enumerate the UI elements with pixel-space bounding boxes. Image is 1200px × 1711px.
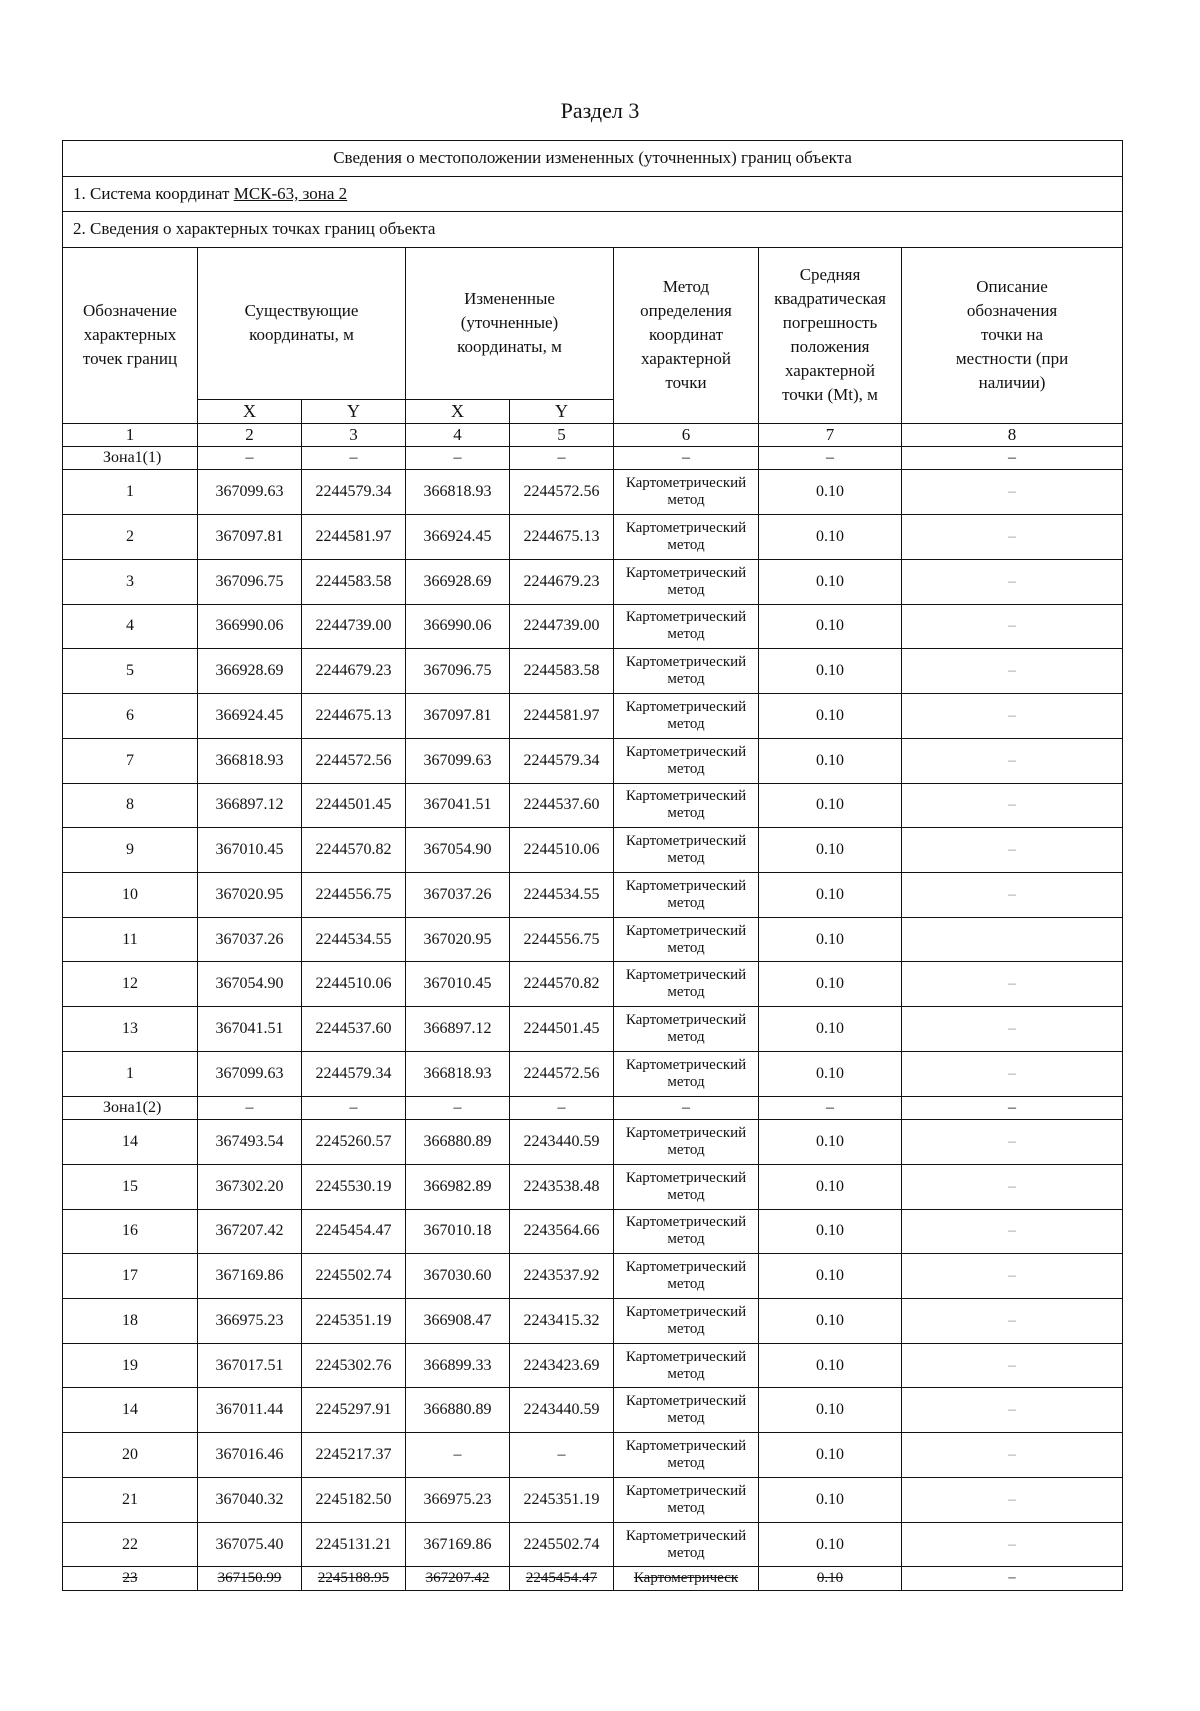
col-header-error-text: Средняя квадратическая погрешность положения характерной точки (Mt), м — [774, 265, 886, 405]
zone-dash: – — [759, 447, 902, 470]
changed-y: 2244579.34 — [510, 738, 614, 783]
method: Картометрический метод — [614, 1433, 759, 1478]
coord-system-value: МСК-63, зона 2 — [233, 183, 348, 203]
changed-y: 2244675.13 — [510, 515, 614, 560]
zone-dash: – — [302, 447, 406, 470]
existing-x: 367207.42 — [198, 1209, 302, 1254]
existing-x: 366818.93 — [198, 738, 302, 783]
column-number: 8 — [902, 423, 1123, 446]
existing-x: 367169.86 — [198, 1254, 302, 1299]
method: Картометрический метод — [614, 1477, 759, 1522]
changed-y: 2244501.45 — [510, 1007, 614, 1052]
existing-y: 2244581.97 — [302, 515, 406, 560]
changed-x: 367041.51 — [406, 783, 510, 828]
zone-dash: – — [614, 1096, 759, 1119]
table-row — [63, 1388, 1123, 1433]
existing-y: 2244534.55 — [302, 917, 406, 962]
method: Картометрический метод — [614, 1164, 759, 1209]
existing-y: 2244579.34 — [302, 470, 406, 515]
changed-x: 366899.33 — [406, 1343, 510, 1388]
table-row — [63, 604, 1123, 649]
col-header-description: Описание обозначения точки на местности (при наличии) — [902, 247, 1123, 423]
error-value: 0.10 — [759, 1007, 902, 1052]
method: Картометрический метод — [614, 1343, 759, 1388]
zone-dash: – — [406, 1096, 510, 1119]
changed-y: 2243564.66 — [510, 1209, 614, 1254]
table-row — [63, 649, 1123, 694]
changed-x: 367010.18 — [406, 1209, 510, 1254]
point-id: 3 — [63, 559, 198, 604]
point-id: 14 — [63, 1388, 198, 1433]
point-id: 12 — [63, 962, 198, 1007]
existing-y: 2244739.00 — [302, 604, 406, 649]
column-number: 3 — [302, 423, 406, 446]
description: – — [902, 1343, 1123, 1388]
existing-y: 2244501.45 — [302, 783, 406, 828]
method: Картометрический метод — [614, 694, 759, 739]
error-value: 0.10 — [759, 917, 902, 962]
coord-system-prefix: 1. Система координат — [73, 183, 234, 203]
changed-x: 366990.06 — [406, 604, 510, 649]
point-id: 5 — [63, 649, 198, 694]
table-row-cut — [63, 1567, 1123, 1591]
error-value: 0.10 — [759, 1433, 902, 1478]
changed-y: 2245454.47 — [510, 1567, 614, 1591]
description: – — [902, 1051, 1123, 1096]
existing-y: 2244556.75 — [302, 872, 406, 917]
method: Картометрический метод — [614, 872, 759, 917]
error-value: 0.10 — [759, 783, 902, 828]
changed-x: 366880.89 — [406, 1120, 510, 1165]
existing-x: 367020.95 — [198, 872, 302, 917]
description: – — [902, 1298, 1123, 1343]
zone-label: Зона1(2) — [63, 1096, 198, 1119]
error-value: 0.10 — [759, 1477, 902, 1522]
point-id: 17 — [63, 1254, 198, 1299]
existing-y: 2245302.76 — [302, 1343, 406, 1388]
table-row — [63, 1298, 1123, 1343]
existing-x: 367011.44 — [198, 1388, 302, 1433]
description: – — [902, 783, 1123, 828]
existing-y: 2245530.19 — [302, 1164, 406, 1209]
changed-x: 366982.89 — [406, 1164, 510, 1209]
existing-x: 367040.32 — [198, 1477, 302, 1522]
table-row — [63, 1343, 1123, 1388]
method: Картометрический метод — [614, 649, 759, 694]
changed-y: 2243538.48 — [510, 1164, 614, 1209]
column-numbers-row — [63, 423, 1123, 446]
changed-x: 367054.90 — [406, 828, 510, 873]
col-header-changed: Измененные (уточненные) координаты, м — [406, 247, 614, 400]
description: – — [902, 1120, 1123, 1165]
point-id: 13 — [63, 1007, 198, 1052]
zone-dash: – — [902, 447, 1123, 470]
error-value: 0.10 — [759, 470, 902, 515]
existing-y: 2245260.57 — [302, 1120, 406, 1165]
changed-y: 2244679.23 — [510, 559, 614, 604]
table-row — [63, 962, 1123, 1007]
description: – — [902, 1433, 1123, 1478]
zone-dash: – — [510, 447, 614, 470]
coord-system — [63, 176, 1123, 212]
changed-y: 2244581.97 — [510, 694, 614, 739]
changed-y: 2243440.59 — [510, 1388, 614, 1433]
existing-x: 367016.46 — [198, 1433, 302, 1478]
table-row — [63, 1164, 1123, 1209]
changed-x: 366975.23 — [406, 1477, 510, 1522]
point-id: 6 — [63, 694, 198, 739]
method: Картометрическ — [614, 1567, 759, 1591]
zone-dash: – — [302, 1096, 406, 1119]
existing-x: 367099.63 — [198, 1051, 302, 1096]
col-header-error — [759, 247, 902, 423]
section-heading: Сведения о местоположении измененных (уточненных) границ объекта — [63, 141, 1123, 177]
method: Картометрический метод — [614, 1522, 759, 1567]
changed-x: 366908.47 — [406, 1298, 510, 1343]
point-id: 2 — [63, 515, 198, 560]
table-row — [63, 738, 1123, 783]
changed-y: – — [510, 1433, 614, 1478]
point-id: 16 — [63, 1209, 198, 1254]
existing-y: 2244537.60 — [302, 1007, 406, 1052]
description: – — [902, 1209, 1123, 1254]
table-row — [63, 1477, 1123, 1522]
existing-y: 2245217.37 — [302, 1433, 406, 1478]
description: – — [902, 1388, 1123, 1433]
existing-x: 367017.51 — [198, 1343, 302, 1388]
method: Картометрический метод — [614, 1051, 759, 1096]
table-row — [63, 694, 1123, 739]
error-value: 0.10 — [759, 738, 902, 783]
changed-y: 2244537.60 — [510, 783, 614, 828]
existing-y: 2244583.58 — [302, 559, 406, 604]
table-row — [63, 828, 1123, 873]
existing-x: 366928.69 — [198, 649, 302, 694]
existing-y: 2245297.91 — [302, 1388, 406, 1433]
table-row — [63, 1120, 1123, 1165]
existing-x: 367041.51 — [198, 1007, 302, 1052]
existing-x: 366990.06 — [198, 604, 302, 649]
method: Картометрический метод — [614, 1209, 759, 1254]
col-header-method: Метод определения координат характерной точки — [614, 247, 759, 423]
point-id: 8 — [63, 783, 198, 828]
column-number: 5 — [510, 423, 614, 446]
point-id: 14 — [63, 1120, 198, 1165]
existing-y: 2245351.19 — [302, 1298, 406, 1343]
description: – — [902, 1522, 1123, 1567]
changed-x: 366818.93 — [406, 1051, 510, 1096]
point-id: 11 — [63, 917, 198, 962]
existing-x: 367054.90 — [198, 962, 302, 1007]
existing-x: 366924.45 — [198, 694, 302, 739]
method: Картометрический метод — [614, 828, 759, 873]
error-value: 0.10 — [759, 1120, 902, 1165]
changed-y: 2244572.56 — [510, 1051, 614, 1096]
point-id: 23 — [63, 1567, 198, 1591]
table-row — [63, 872, 1123, 917]
error-value: 0.10 — [759, 1051, 902, 1096]
changed-y: 2244572.56 — [510, 470, 614, 515]
error-value: 0.10 — [759, 694, 902, 739]
existing-x: 367150.99 — [198, 1567, 302, 1591]
zone-dash: – — [510, 1096, 614, 1119]
changed-y: 2245502.74 — [510, 1522, 614, 1567]
error-value: 0.10 — [759, 1388, 902, 1433]
table-row — [63, 783, 1123, 828]
table-row — [63, 1522, 1123, 1567]
changed-y: 2245351.19 — [510, 1477, 614, 1522]
changed-x: 367010.45 — [406, 962, 510, 1007]
col-header-y-existing: Y — [302, 400, 406, 423]
method: Картометрический метод — [614, 1388, 759, 1433]
point-id: 7 — [63, 738, 198, 783]
changed-x: 366818.93 — [406, 470, 510, 515]
description: – — [902, 604, 1123, 649]
column-number: 4 — [406, 423, 510, 446]
zone-label: Зона1(1) — [63, 447, 198, 470]
existing-y: 2244679.23 — [302, 649, 406, 694]
changed-x: 367207.42 — [406, 1567, 510, 1591]
changed-x: 367169.86 — [406, 1522, 510, 1567]
method: Картометрический метод — [614, 604, 759, 649]
table-row — [63, 470, 1123, 515]
description: – — [902, 1164, 1123, 1209]
changed-y: 2244556.75 — [510, 917, 614, 962]
point-id: 1 — [63, 1051, 198, 1096]
zone-dash: – — [902, 1096, 1123, 1119]
changed-x: 367037.26 — [406, 872, 510, 917]
description: – — [902, 649, 1123, 694]
description: – — [902, 962, 1123, 1007]
point-id: 22 — [63, 1522, 198, 1567]
zone-dash: – — [198, 1096, 302, 1119]
changed-y: 2243423.69 — [510, 1343, 614, 1388]
method: Картометрический метод — [614, 1120, 759, 1165]
existing-y: 2245502.74 — [302, 1254, 406, 1299]
error-value: 0.10 — [759, 559, 902, 604]
table-row — [63, 917, 1123, 962]
method: Картометрический метод — [614, 962, 759, 1007]
description: – — [902, 1567, 1123, 1591]
changed-x: 367096.75 — [406, 649, 510, 694]
error-value: 0.10 — [759, 962, 902, 1007]
changed-y: 2244534.55 — [510, 872, 614, 917]
description: – — [902, 1477, 1123, 1522]
method: Картометрический метод — [614, 559, 759, 604]
method: Картометрический метод — [614, 783, 759, 828]
boundary-points-table — [62, 140, 1123, 1591]
changed-x: 366880.89 — [406, 1388, 510, 1433]
error-value: 0.10 — [759, 872, 902, 917]
table-row — [63, 1433, 1123, 1478]
changed-x: 366924.45 — [406, 515, 510, 560]
description: – — [902, 515, 1123, 560]
description — [902, 917, 1123, 962]
points-heading: 2. Сведения о характерных точках границ объекта — [63, 212, 1123, 248]
error-value: 0.10 — [759, 1254, 902, 1299]
table-row — [63, 559, 1123, 604]
existing-x: 367010.45 — [198, 828, 302, 873]
zone-row — [63, 1096, 1123, 1119]
method: Картометрический метод — [614, 1007, 759, 1052]
changed-x: 367099.63 — [406, 738, 510, 783]
col-header-y-changed: Y — [510, 400, 614, 423]
point-id: 19 — [63, 1343, 198, 1388]
changed-y: 2244570.82 — [510, 962, 614, 1007]
existing-x: 367097.81 — [198, 515, 302, 560]
error-value: 0.10 — [759, 1209, 902, 1254]
changed-y: 2243440.59 — [510, 1120, 614, 1165]
method: Картометрический метод — [614, 1254, 759, 1299]
point-id: 18 — [63, 1298, 198, 1343]
table-row — [63, 1051, 1123, 1096]
column-number: 2 — [198, 423, 302, 446]
description: – — [902, 1007, 1123, 1052]
changed-x: 367030.60 — [406, 1254, 510, 1299]
point-id: 10 — [63, 872, 198, 917]
existing-y: 2244570.82 — [302, 828, 406, 873]
col-header-x-existing: X — [198, 400, 302, 423]
description: – — [902, 694, 1123, 739]
column-number: 7 — [759, 423, 902, 446]
existing-y: 2245454.47 — [302, 1209, 406, 1254]
changed-x: – — [406, 1433, 510, 1478]
zone-dash: – — [614, 447, 759, 470]
error-value: 0.10 — [759, 828, 902, 873]
error-value: 0.10 — [759, 1298, 902, 1343]
point-id: 1 — [63, 470, 198, 515]
existing-x: 366897.12 — [198, 783, 302, 828]
method: Картометрический метод — [614, 1298, 759, 1343]
changed-y: 2244510.06 — [510, 828, 614, 873]
error-value: 0.10 — [759, 649, 902, 694]
description: – — [902, 559, 1123, 604]
zone-dash: – — [198, 447, 302, 470]
description: – — [902, 470, 1123, 515]
method: Картометрический метод — [614, 917, 759, 962]
error-value: 0.10 — [759, 1343, 902, 1388]
existing-x: 367099.63 — [198, 470, 302, 515]
point-id: 15 — [63, 1164, 198, 1209]
point-id: 9 — [63, 828, 198, 873]
existing-x: 367493.54 — [198, 1120, 302, 1165]
method: Картометрический метод — [614, 738, 759, 783]
zone-dash: – — [759, 1096, 902, 1119]
error-value: 0.10 — [759, 1567, 902, 1591]
method: Картометрический метод — [614, 515, 759, 560]
existing-x: 367096.75 — [198, 559, 302, 604]
table-row — [63, 1209, 1123, 1254]
column-number: 6 — [614, 423, 759, 446]
existing-x: 366975.23 — [198, 1298, 302, 1343]
description: – — [902, 738, 1123, 783]
table-row — [63, 1254, 1123, 1299]
changed-x: 366928.69 — [406, 559, 510, 604]
existing-y: 2244579.34 — [302, 1051, 406, 1096]
existing-y: 2244572.56 — [302, 738, 406, 783]
changed-y: 2243537.92 — [510, 1254, 614, 1299]
existing-y: 2245188.95 — [302, 1567, 406, 1591]
zone-dash: – — [406, 447, 510, 470]
existing-y: 2244510.06 — [302, 962, 406, 1007]
changed-x: 366897.12 — [406, 1007, 510, 1052]
col-header-existing: Существующие координаты, м — [198, 247, 406, 400]
table-row — [63, 1007, 1123, 1052]
existing-x: 367302.20 — [198, 1164, 302, 1209]
error-value: 0.10 — [759, 1522, 902, 1567]
table-row — [63, 515, 1123, 560]
col-header-x-changed: X — [406, 400, 510, 423]
description: – — [902, 872, 1123, 917]
description: – — [902, 1254, 1123, 1299]
error-value: 0.10 — [759, 604, 902, 649]
point-id: 4 — [63, 604, 198, 649]
changed-x: 367020.95 — [406, 917, 510, 962]
existing-x: 367075.40 — [198, 1522, 302, 1567]
description: – — [902, 828, 1123, 873]
changed-y: 2244583.58 — [510, 649, 614, 694]
error-value: 0.10 — [759, 515, 902, 560]
changed-x: 367097.81 — [406, 694, 510, 739]
point-id: 21 — [63, 1477, 198, 1522]
error-value: 0.10 — [759, 1164, 902, 1209]
existing-y: 2245131.21 — [302, 1522, 406, 1567]
zone-row — [63, 447, 1123, 470]
existing-x: 367037.26 — [198, 917, 302, 962]
method: Картометрический метод — [614, 470, 759, 515]
point-id: 20 — [63, 1433, 198, 1478]
column-number: 1 — [63, 423, 198, 446]
changed-y: 2243415.32 — [510, 1298, 614, 1343]
col-header-point: Обозначение характерных точек границ — [63, 247, 198, 423]
changed-y: 2244739.00 — [510, 604, 614, 649]
page-title: Раздел 3 — [560, 98, 640, 123]
existing-y: 2244675.13 — [302, 694, 406, 739]
existing-y: 2245182.50 — [302, 1477, 406, 1522]
